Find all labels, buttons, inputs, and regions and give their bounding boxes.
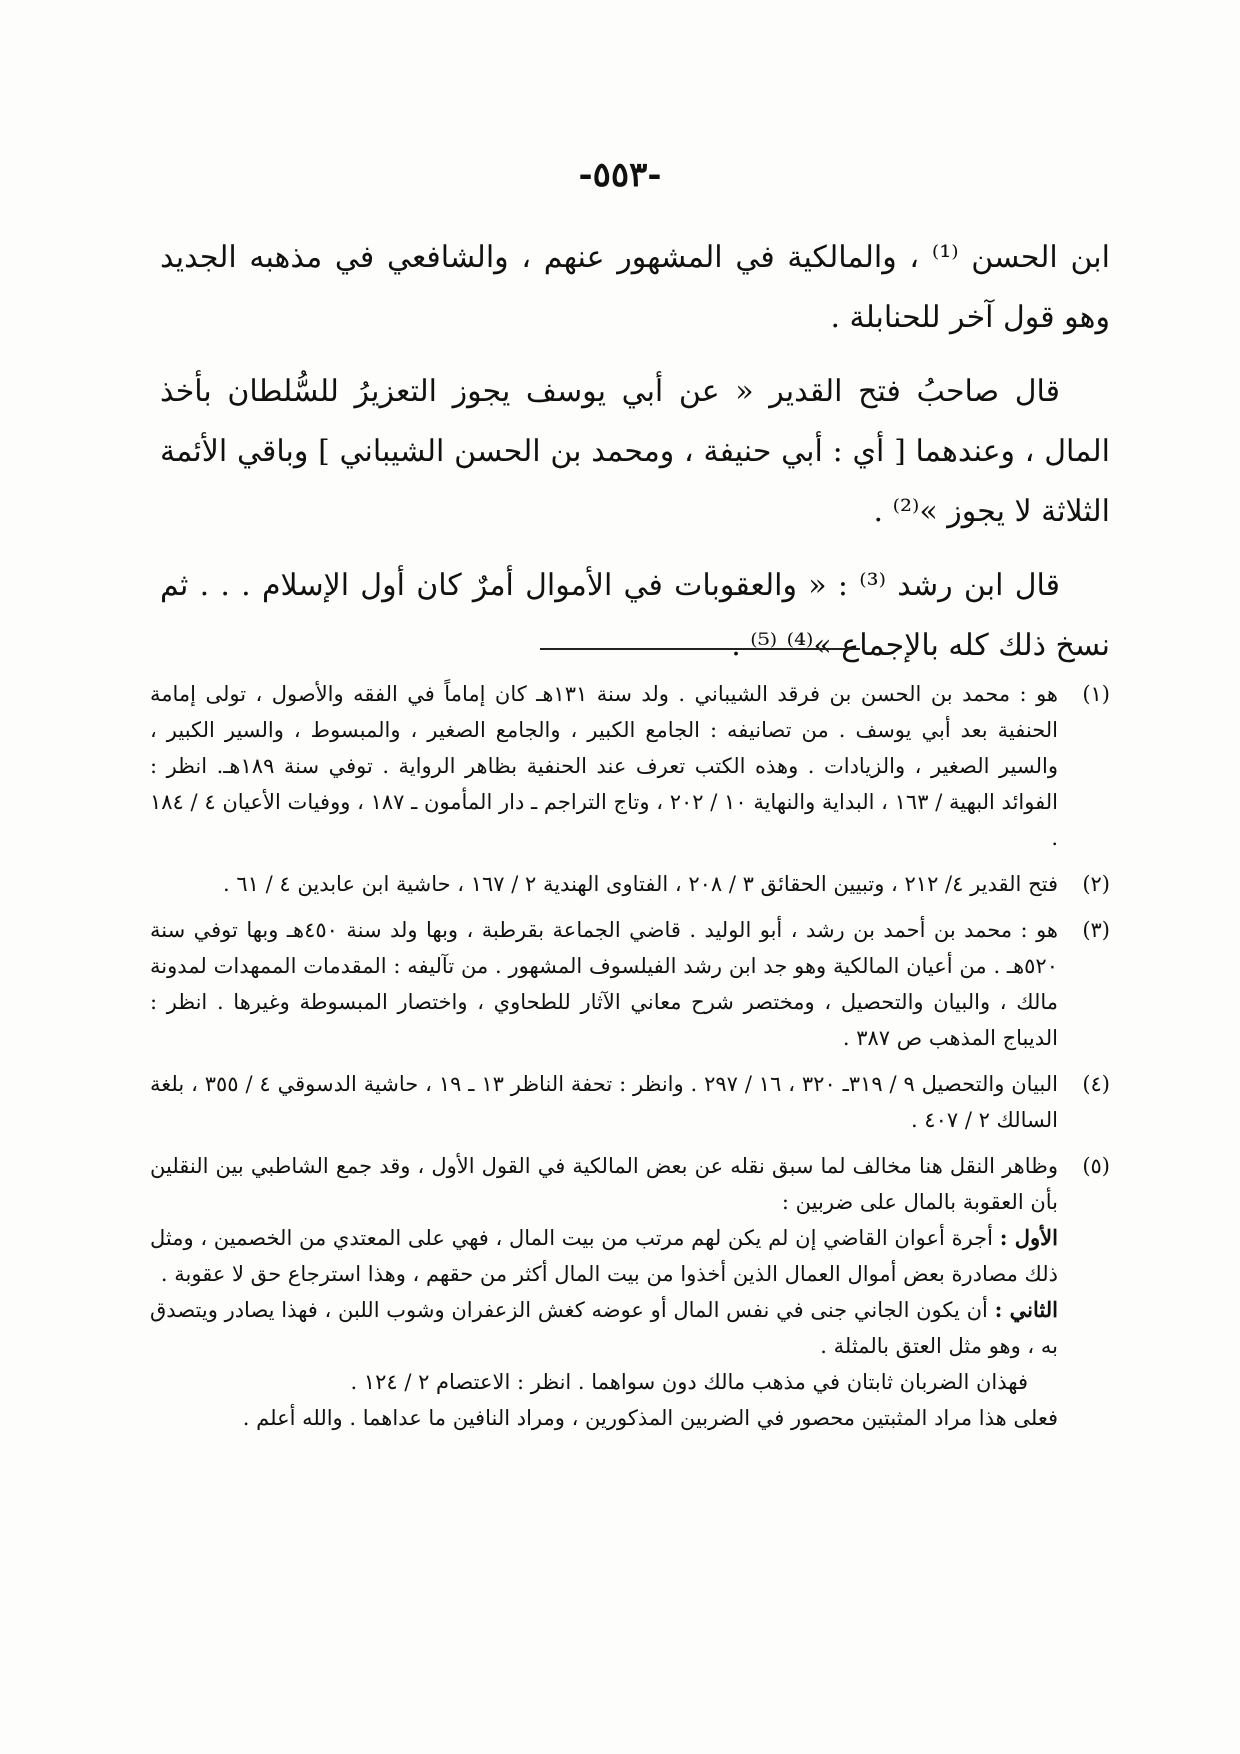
footnote-1 [150,676,1110,856]
page-number: -٥٥٣- [578,155,662,195]
footnote-number: (٥) [1082,1154,1110,1178]
footnote-3 [150,912,1110,1056]
first-text: أجرة أعوان القاضي إن لم يكن لهم مرتب من بيت المال ، فهي على المعتدي من الخصمين ، ومثل ذلك مصادرة بعض أموال العمال الذين أخذوا من بيت المال أكثر من حقهم ، وهذا استرجاع حق لا عقوبة . [150,1226,1058,1286]
footnote-number: (٤) [1082,1072,1110,1096]
body-paragraph-2: قال صاحبُ فتح القدير « عن أبي يوسف يجوز التعزيرُ للسُّلطان بأخذ المال ، وعندهما [ أي : أبي حنيفة ، ومحمد بن الحسن الشيباني ] وباقي الأئمة الثلاثة لا يجوز »⁽²⁾ . [160,374,1110,529]
footnote-text: هو : محمد بن أحمد بن رشد ، أبو الوليد . قاضي الجماعة بقرطبة ، وبها ولد سنة ٤٥٠هـ وبها توفي سنة ٥٢٠هـ . من أعيان المالكية وهو جد ابن رشد الفيلسوف المشهور . من تآليفه : المقدمات الممهدات لمدونة مالك ، والبيان والتحصيل ، ومختصر شرح معاني الآثار للطحاوي ، واختصار المبسوطة وغيرها . انظر : الديباج المذهب ص ٣٨٧ . [150,918,1058,1050]
footnote-number: (١) [1082,682,1110,706]
footnote-separator [540,648,860,650]
footnote-5-first [150,1220,1058,1292]
footnote-text: فتح القدير ٤/ ٢١٢ ، وتبيين الحقائق ٣ / ٢٠٨ ، الفتاوى الهندية ٢ / ١٦٧ ، حاشية ابن عابدين ٤ / ٦١ . [223,872,1058,896]
footnote-text: البيان والتحصيل ٩ / ٣١٩ـ ٣٢٠ ، ١٦ / ٢٩٧ . وانظر : تحفة الناظر ١٣ ـ ١٩ ، حاشية الدسوقي ٤ / ٣٥٥ ، بلغة السالك ٢ / ٤٠٧ . [150,1072,1058,1132]
footnote-5-final: فعلى هذا مراد المثبتين محصور في الضربين المذكورين ، ومراد النافين ما عداهما . والله أعلم . [242,1406,1058,1430]
footnote-5 [150,1148,1110,1436]
footnote-number: (٢) [1082,872,1110,896]
footnotes [150,676,1110,1446]
main-text [160,228,1110,690]
first-label: الأول : [999,1225,1058,1250]
footnote-text: هو : محمد بن الحسن بن فرقد الشيباني . ولد سنة ١٣١هـ كان إماماً في الفقه والأصول ، تولى إمامة الحنفية بعد أبي يوسف . من تصانيفه : الجامع الكبير ، والجامع الصغير ، والمبسوط ، والسير الكبير ، والسير الصغير ، والزيادات . وهذه الكتب تعرف عند الحنفية بظاهر الرواية . توفي سنة ١٨٩هـ. انظر : الفوائد البهية / ١٦٣ ، البداية والنهاية ١٠ / ٢٠٢ ، وتاج التراجم ـ دار المأمون ـ ١٨٧ ، ووفيات الأعيان ٤ / ١٨٤ . [150,682,1059,850]
footnote-5-conclusion: فهذان الضربان ثابتان في مذهب مالك دون سواهما . انظر : الاعتصام ٢ / ١٢٤ . [350,1370,1028,1394]
footnote-5-second [150,1292,1058,1364]
footnote-5-intro: وظاهر النقل هنا مخالف لما سبق نقله عن بعض المالكية في القول الأول ، وقد جمع الشاطبي بين النقلين بأن العقوبة بالمال على ضربين : [150,1154,1058,1214]
footnote-2 [150,866,1110,902]
footnote-number: (٣) [1082,918,1110,942]
body-paragraph-3: قال ابن رشد ⁽³⁾ : « والعقوبات في الأموال أمرٌ كان أول الإسلام . . . ثم نسخ ذلك كله بالإجماع »⁽⁴⁾ ⁽⁵⁾ . [160,568,1110,663]
body-paragraph-1: ابن الحسن ⁽¹⁾ ، والمالكية في المشهور عنهم ، والشافعي في مذهبه الجديد وهو قول آخر للحنابلة . [160,240,1110,335]
footnote-4 [150,1066,1110,1138]
second-text: أن يكون الجاني جنى في نفس المال أو عوضه كغش الزعفران وشوب اللبن ، فهذا يصادر ويتصدق به ، وهو مثل العتق بالمثلة . [150,1298,1058,1358]
second-label: الثاني : [994,1297,1058,1322]
